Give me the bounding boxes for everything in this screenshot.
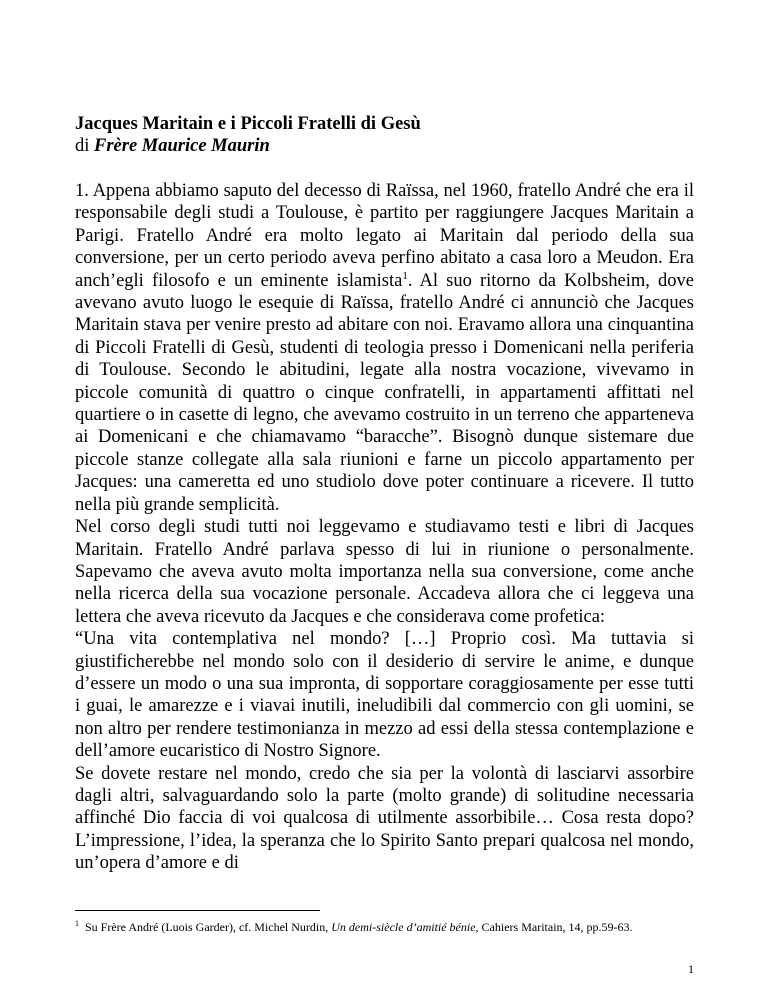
footnote-separator	[75, 910, 320, 911]
document-title: Jacques Maritain e i Piccoli Fratelli di Gesù	[75, 114, 421, 134]
footnote-number: 1	[75, 919, 79, 928]
footnote	[75, 920, 695, 934]
paragraph-4: Se dovete restare nel mondo, credo che sia per la volontà di lasciarvi assorbire dagli altri, salvaguardando solo la parte (molto grande) di solitudine necessaria affinché Dio faccia di voi qualcosa di utilmente assorbibile… Cosa resta dopo? L’impressione, l’idea, la speranza che lo Spirito Santo prepari qualcosa nel mondo, un’opera d’amore e di	[75, 763, 694, 874]
document-body	[75, 180, 694, 875]
paragraph-1-text-a: 1. Appena abbiamo saputo del decesso di Raïssa, nel 1960, fratello André che era il responsabile degli studi a Toulouse, è partito per raggiungere Jacques Maritain a Parigi. Fratello André era molto legato ai Maritain dal periodo della sua conversione, per un certo periodo aveva perfino abitato a casa loro a Meudon. Era anch’egli filosofo e un eminente islamista	[75, 181, 694, 291]
footnote-text-b: , Cahiers Maritain, 14, pp.59-63.	[475, 920, 633, 934]
paragraph-1	[75, 180, 694, 516]
footnote-cited-title: Un demi-siècle d’amitié bénie	[331, 920, 476, 934]
author-byline	[75, 135, 695, 157]
paragraph-1-text-b: . Al suo ritorno da Kolbsheim, dove avevano avuto luogo le esequie di Raïssa, fratello André ci annunciò che Jacques Maritain stava per venire presto ad abitare con noi. Eravamo allora una cinquantina di Piccoli Fratelli di Gesù, studenti di teologia presso i Domenicani nella periferia di Toulouse. Secondo le abitudini, legate alla nostra vocazione, vivevamo in piccole comunità di quattro o cinque confratelli, in appartamenti affittati nel quartiere o in casette di legno, che avevamo costruito in un terreno che apparteneva ai Domenicani e che chiamavamo “baracche”. Bisognò dunque sistemare due piccole stanze collegate alla sala riunioni e farne un piccolo appartamento per Jacques: una cameretta ed uno studiolo dove poter continuare a ricevere. Il tutto nella più grande semplicità.	[75, 270, 694, 515]
footnote-reference: 1	[402, 269, 408, 282]
paragraph-3-quote: “Una vita contemplativa nel mondo? […] Proprio così. Ma tuttavia si giustificherebbe nel mondo solo con il desiderio di servire le anime, e dunque d’essere un modo o una sua impronta, di sopportare coraggiosamente per esse tutti i guai, le amarezze e i viavai inutili, ineludibili dal commercio con gli uomini, se non altro per rendere testimonianza in mezzo ad essi della stessa contemplazione e dell’amore eucaristico di Nostro Signore.	[75, 629, 694, 762]
paragraph-2: Nel corso degli studi tutti noi leggevamo e studiavamo testi e libri di Jacques Maritain. Fratello André parlava spesso di lui in riunione o personalmente. Sapevamo che aveva avuto molta importanza nella sua conversione, come anche nella ricerca della sua vocazione personale. Accadeva allora che ci leggeva una lettera che aveva ricevuto da Jacques e che considerava come profetica:	[75, 517, 694, 627]
byline-prefix: di	[75, 136, 95, 156]
page-number: 1	[688, 962, 694, 976]
footnote-text-a: Su Frère André (Luois Garder), cf. Michel Nurdin,	[85, 920, 332, 934]
author-name: Frère Maurice Maurin	[94, 136, 270, 156]
